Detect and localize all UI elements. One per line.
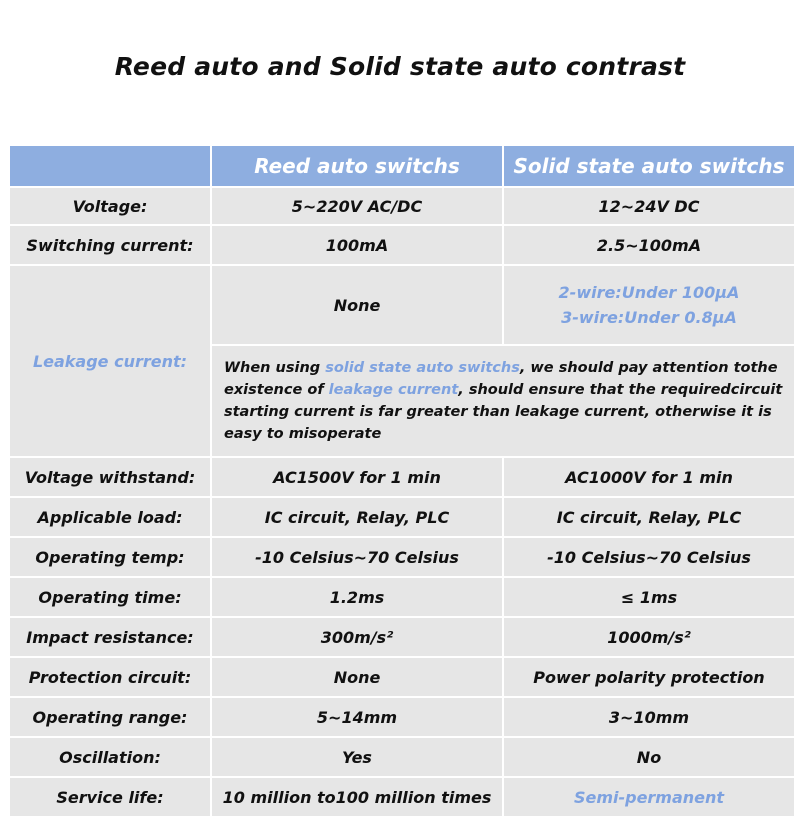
reed-voltage-withstand: AC1500V for 1 min bbox=[212, 458, 502, 496]
reed-switching-current: 100mA bbox=[212, 226, 502, 264]
reed-protection-circuit: None bbox=[212, 658, 502, 696]
solid-switching-current: 2.5~100mA bbox=[504, 226, 794, 264]
page-title: Reed auto and Solid state auto contrast bbox=[114, 52, 686, 81]
note-highlight-leakage: leakage current bbox=[328, 382, 459, 398]
row-label-operating-range: Operating range: bbox=[10, 698, 210, 736]
note-text-2: , we should pay attention tothe existence of bbox=[224, 360, 778, 398]
leakage-note bbox=[212, 346, 794, 456]
row-label-applicable-load: Applicable load: bbox=[10, 498, 210, 536]
reed-applicable-load: IC circuit, Relay, PLC bbox=[212, 498, 502, 536]
solid-leakage-3wire: 3-wire:Under 0.8μA bbox=[561, 308, 737, 327]
row-label-impact-resistance: Impact resistance: bbox=[10, 618, 210, 656]
solid-voltage: 12~24V DC bbox=[504, 188, 794, 224]
row-label-service-life: Service life: bbox=[10, 778, 210, 816]
reed-operating-temp: -10 Celsius~70 Celsius bbox=[212, 538, 502, 576]
solid-service-life: Semi-permanent bbox=[504, 778, 794, 816]
solid-operating-range: 3~10mm bbox=[504, 698, 794, 736]
header-reed: Reed auto switchs bbox=[212, 146, 502, 186]
reed-leakage-current: None bbox=[212, 266, 502, 344]
reed-operating-range: 5~14mm bbox=[212, 698, 502, 736]
reed-oscillation: Yes bbox=[212, 738, 502, 776]
note-highlight-solid-state: solid state auto switchs bbox=[325, 360, 520, 376]
row-label-voltage: Voltage: bbox=[10, 188, 210, 224]
solid-protection-circuit: Power polarity protection bbox=[504, 658, 794, 696]
reed-service-life: 10 million to100 million times bbox=[212, 778, 502, 816]
solid-operating-time: ≤ 1ms bbox=[504, 578, 794, 616]
solid-impact-resistance: 1000m/s² bbox=[504, 618, 794, 656]
header-solid: Solid state auto switchs bbox=[504, 146, 794, 186]
reed-voltage: 5~220V AC/DC bbox=[212, 188, 502, 224]
reed-impact-resistance: 300m/s² bbox=[212, 618, 502, 656]
solid-voltage-withstand: AC1000V for 1 min bbox=[504, 458, 794, 496]
row-label-leakage-current: Leakage current: bbox=[10, 266, 210, 456]
row-label-switching-current: Switching current: bbox=[10, 226, 210, 264]
row-label-oscillation: Oscillation: bbox=[10, 738, 210, 776]
row-label-protection-circuit: Protection circuit: bbox=[10, 658, 210, 696]
row-label-voltage-withstand: Voltage withstand: bbox=[10, 458, 210, 496]
solid-oscillation: No bbox=[504, 738, 794, 776]
solid-leakage-current bbox=[504, 266, 794, 344]
solid-applicable-load: IC circuit, Relay, PLC bbox=[504, 498, 794, 536]
row-label-operating-time: Operating time: bbox=[10, 578, 210, 616]
note-text-1: When using bbox=[224, 360, 326, 376]
solid-leakage-2wire: 2-wire:Under 100μA bbox=[558, 283, 740, 302]
solid-operating-temp: -10 Celsius~70 Celsius bbox=[504, 538, 794, 576]
header-blank-cell bbox=[10, 146, 210, 186]
note-text-3: , should ensure that the requiredcircuit starting current is far greater than leakage current, otherwise it is easy to misoperate bbox=[224, 382, 783, 442]
comparison-table bbox=[10, 146, 790, 816]
row-label-operating-temp: Operating temp: bbox=[10, 538, 210, 576]
reed-operating-time: 1.2ms bbox=[212, 578, 502, 616]
